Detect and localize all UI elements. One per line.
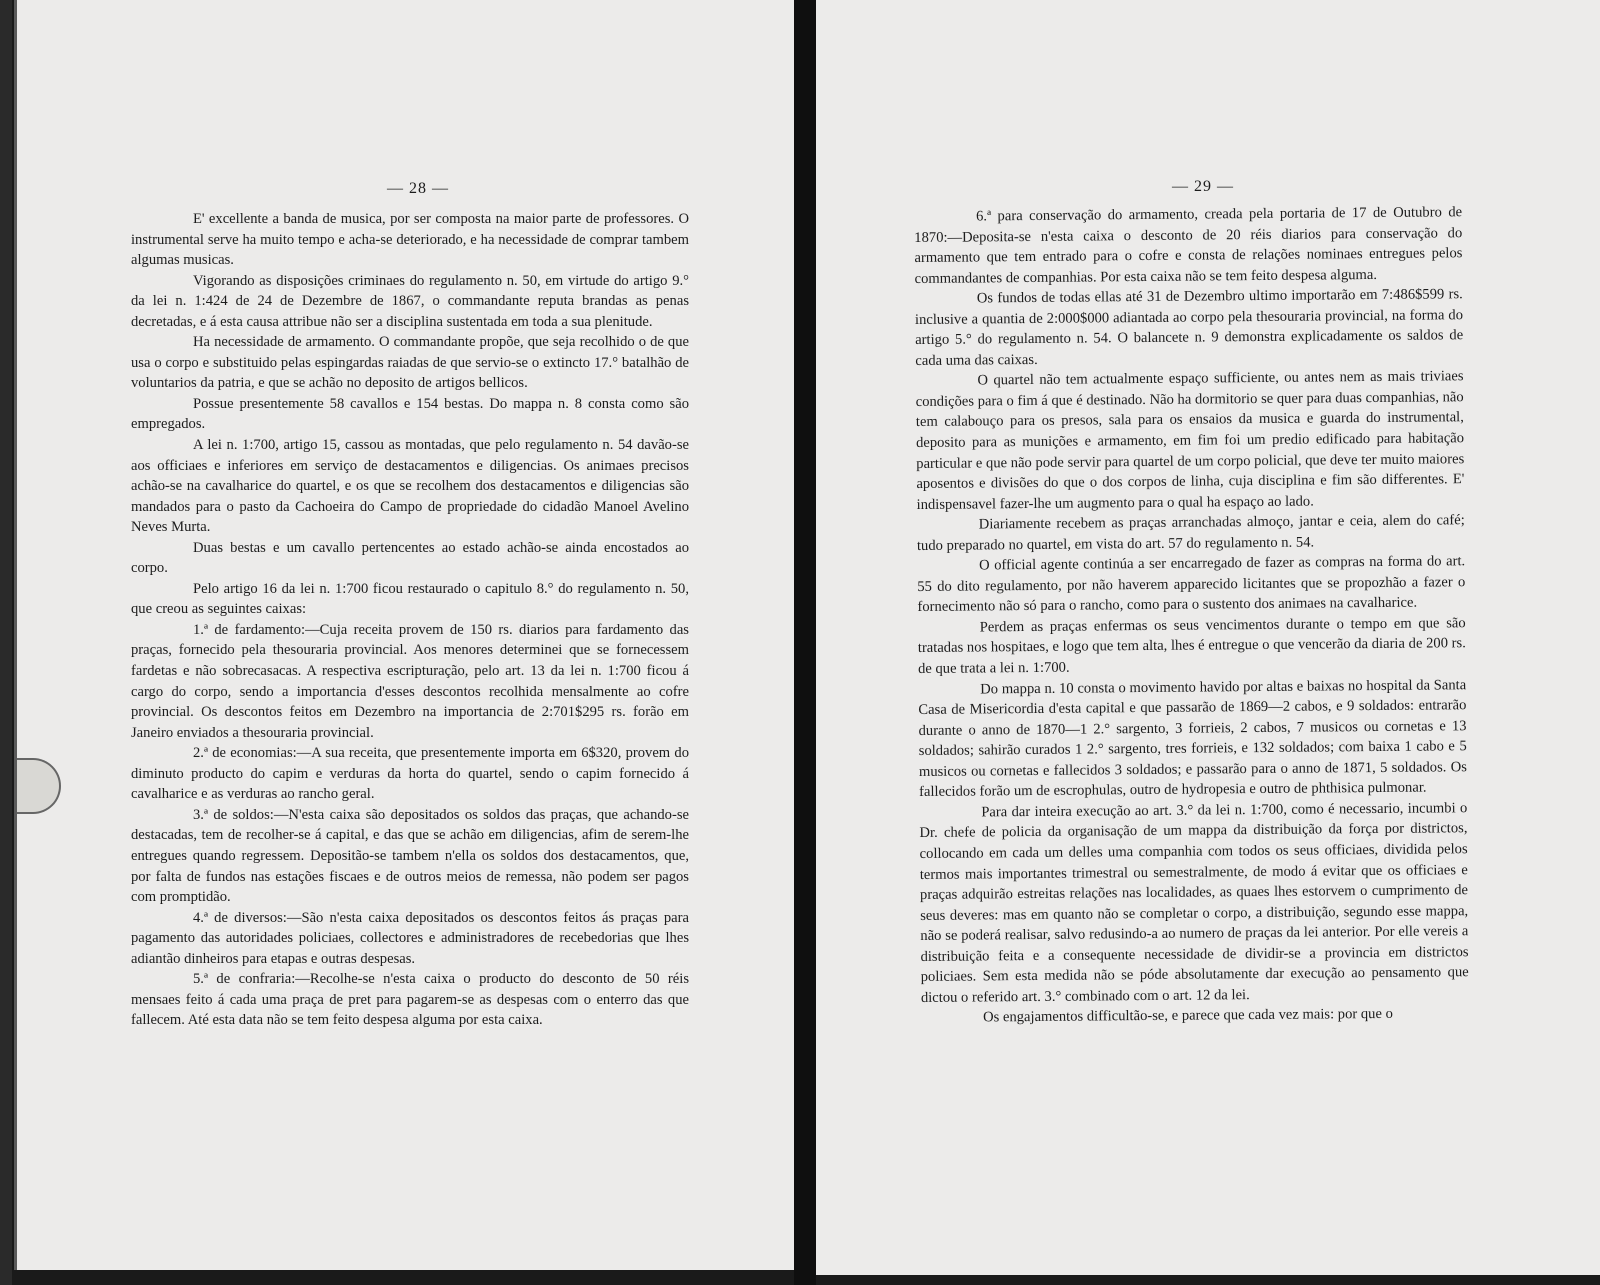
paragraph: Perdem as praças enfermas os seus vencimentos durante o tempo em que são tratadas nos hospitaes, e logo que tem alta, lhes é entregue o que vencerão da diaria de 200 rs. de que trata a lei n. 1:700. [917,615,1466,678]
paragraph: 2.ª de economias:—A sua receita, que presentemente importa em 6$320, provem do diminuto producto do capim e verduras da horta do quartel, sendo o capim fornecido á cavalharice e as verduras ao rancho geral. [131,745,689,803]
paragraph: A lei n. 1:700, artigo 15, cassou as montadas, que pelo regulamento n. 54 davão-se aos officiaes e inferiores em serviço de destacamentos e diligencias. Os animaes precisos achão-se na cavalharice do quartel, e os que se recolhem dos destacamentos e diligencias são mandados para o pasto da Cachoeira do Campo de propriedade do cidadão Manoel Avelino Neves Murta. [131,437,689,536]
page-number: — 29 — [1172,178,1234,195]
paragraph: Para dar inteira execução ao art. 3.° da lei n. 1:700, como é necessario, incumbi o Dr. chefe de policia da organisação de um mappa da distribuição da força por districtos, collocando em cada um delles uma companhia com todos os seus officiaes, dividida pelos termos mais importantes trimestral ou semestralmente, de modo á evitar que os officiaes e praças adquirão estreitas relações nas localidades, as quaes lhes estorvem o cumprimento de seus deveres: mas em quanto não se completar o corpo, a distribuição, segundo esse mappa, não se poderá realisar, salvo redusindo-a ao numero de praças da lei anterior. Por elle vereis a distribuição feita e a consequente necessidade de dividir-se a provincia em districtos policiaes. Sem esta medida não se póde absolutamente dar execução ao pensamento que dictou o referido art. 3.° combinado com o art. 12 da lei. [919,800,1469,1006]
paragraph: Os engajamentos difficultão-se, e parece que cada vez mais: por que o [983,1006,1393,1026]
paragraph: Ha necessidade de armamento. O commandante propõe, que seja recolhido o de que usa o corpo e substituido pelas espingardas raiadas de que servio-se o extincto 17.° batalhão de voluntarios da patria, e que se achão no deposito de artigos bellicos. [131,334,689,392]
paragraph: Possue presentemente 58 cavallos e 154 bestas. Do mappa n. 8 consta como são empregados. [131,395,689,433]
left-page [14,0,797,1270]
paragraph: 6.ª para conservação do armamento, creada pela portaria de 17 de Outubro de 1870:—Deposita-se n'esta caixa o desconto de 20 réis diarios para conservação do armamento que tem entrado para o cofre e consta de relações nominaes entregues pelos commandantes de companhias. Por esta caixa não se tem feito despesa alguma. [914,204,1463,287]
book-spine [794,0,816,1285]
page-body [914,202,1469,1029]
page-body [131,209,689,1031]
paragraph: O official agente continúa a ser encarregado de fazer as compras na forma do art. 55 do dito regulamento, por não haverem apparecido licitantes que se propozhão a fazer o fornecimento não só para o rancho, como para o sustento dos animaes na cavalharice. [917,553,1466,616]
page-tab-marker [17,758,61,814]
paragraph: Duas bestas e um cavallo pertencentes ao estado achão-se ainda encostados ao corpo. [131,539,689,577]
right-page [816,0,1600,1275]
paragraph: Pelo artigo 16 da lei n. 1:700 ficou restaurado o capitulo 8.° do regulamento n. 50, que creou as seguintes caixas: [131,580,689,618]
paragraph: O quartel não tem actualmente espaço sufficiente, ou antes nem as mais triviaes condições para o fim á que é destinado. Não ha dormitorio se quer para duas companhias, não tem calabouço para os presos, sala para os ensaios da musica e guarda do instrumental, deposito para as munições e armamento, em fim foi um predio edificado para habitação particular e que não pode servir para quartel de um corpo policial, que deve ter muito maiores aposentos e divisões do que o dos corpos de linha, cuja disciplina e fim são differentes. E' indispensavel fazer-lhe um augmento para o qual ha espaço ao lado. [915,368,1465,513]
book-edge [0,0,12,1285]
paragraph: E' excellente a banda de musica, por ser composta na maior parte de professores. O instrumental serve ha muito tempo e acha-se deteriorado, e ha necessidade de comprar tambem algumas musicas. [131,211,689,269]
paragraph: 5.ª de confraria:—Recolhe-se n'esta caixa o producto do desconto de 50 réis mensaes feito á cada uma praça de pret para pagarem-se as despesas com o enterro das que fallecem. Até esta data não se tem feito despesa alguma por esta caixa. [131,971,689,1029]
paragraph: Diariamente recebem as praças arranchadas almoço, jantar e ceia, alem do café; tudo preparado no quartel, em vista do art. 57 do regulamento n. 54. [916,512,1465,554]
paragraph: Os fundos de todas ellas até 31 de Dezembro ultimo importarão em 7:486$599 rs. inclusive a quantia de 2:000$000 adiantada ao corpo pela thesouraria provincial, na forma do artigo 5.° do regulamento n. 54. O balancete n. 9 demonstra explicadamente os saldos de cada uma das caixas. [914,286,1464,369]
paragraph: 4.ª de diversos:—São n'esta caixa depositados os descontos feitos ás praças para pagamento das autoridades policiaes, collectores e administradores de recebedorias que lhes adiantão dinheiros para etapas e outras despesas. [131,909,689,967]
paragraph: 3.ª de soldos:—N'esta caixa são depositados os soldos das praças, que achando-se destacadas, tem de recolher-se á capital, e das que se achão em diligencias, afim de serem-lhe entregues quando regressem. Depositão-se tambem n'ella os soldos dos destacamentos, que, por falta de fundos nas estações fiscaes e de outros meios de remessa, não podem ser pagos com promptidão. [131,806,689,906]
paragraph: Do mappa n. 10 consta o movimento havido por altas e baixas no hospital da Santa Casa de Misericordia d'esta capital e que passarão de 1869—2 cabos, e 9 soldados: entrarão durante o anno de 1870—1 2.° sargento, 3 forrieis, 2 cabos, 7 musicos ou cornetas e 13 soldados; sahirão curados 1 2.° sargento, tres forrieis, e 132 soldados; com baixa 1 cabo e 5 musicos ou cornetas e fallecidos 3 soldados; e passarão para o anno de 1871, 5 soldados. Os fallecidos forão um de escrophulas, outro de hydropesia e outro de phthisica pulmonar. [918,676,1467,801]
paragraph: 1.ª de fardamento:—Cuja receita provem de 150 rs. diarios para fardamento das praças, fornecido pela thesouraria provincial. Aos menores determinei que se fornecessem fardetas e não sobrecasacas. A respectiva escripturação, pelo art. 13 da lei n. 1:700 ficou á cargo do corpo, sendo a importancia d'esses descontos recolhida mensalmente ao cofre provincial. Os descontos feitos em Dezembro na importancia de 2:701$295 rs. forão em Janeiro enviados a thesouraria provincial. [131,621,689,741]
page-number: — 28 — [387,180,449,197]
paragraph: Vigorando as disposições criminaes do regulamento n. 50, em virtude do artigo 9.° da lei n. 1:424 de 24 de Dezembre de 1867, o commandante reputa brandas as penas decretadas, e á esta causa attribue não ser a disciplina sustentada em toda a sua plenitude. [131,272,689,330]
